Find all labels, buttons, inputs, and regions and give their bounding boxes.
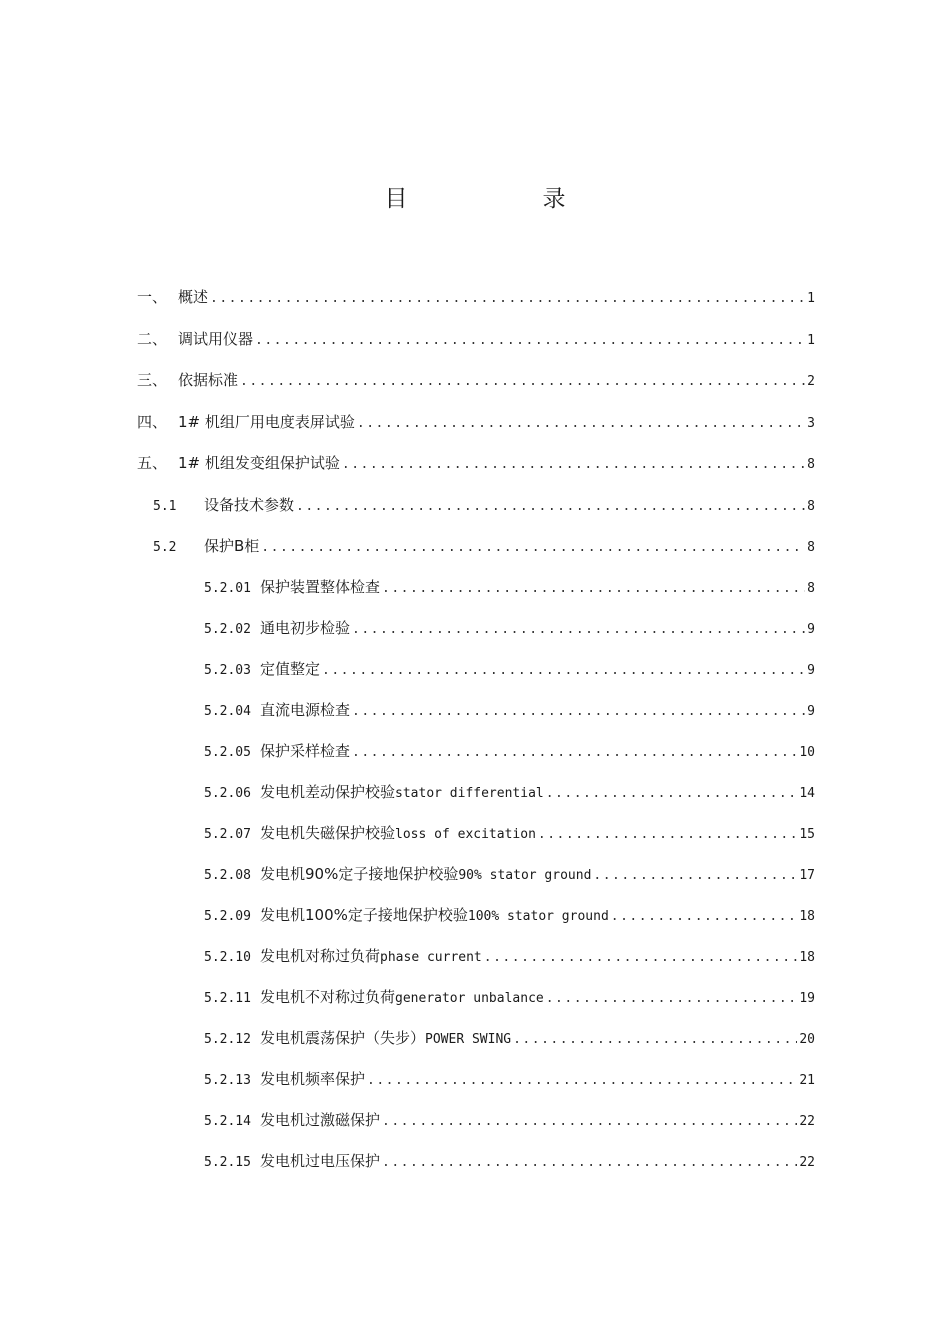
toc-entry-number: 5.2 [153, 540, 177, 555]
toc-entry[interactable] [204, 778, 815, 806]
toc-entry-label: 通电初步检验 [260, 619, 351, 637]
toc-entry-page-number: 8 [807, 581, 815, 596]
toc-dot-leader [484, 944, 798, 972]
toc-entry[interactable] [137, 408, 815, 436]
toc-entry-label: 发电机不对称过负荷 [260, 988, 396, 1006]
toc-entry-page-number: 19 [799, 991, 815, 1006]
toc-entry[interactable] [153, 491, 815, 519]
toc-entry-number: 三、 [137, 371, 168, 389]
toc-entry-number: 5.1 [153, 498, 177, 514]
toc-entry-number: 5.2.14 [204, 1114, 251, 1129]
toc-entry-page-number: 9 [807, 663, 815, 678]
toc-entry-page-number: 18 [799, 950, 815, 965]
toc-entry-page-number: 8 [807, 457, 815, 472]
toc-entry-number: 5.2.11 [204, 991, 251, 1006]
toc-entry-number: 5.2.01 [204, 581, 251, 596]
toc-entry-label: 发电机震荡保护（失步） [260, 1029, 426, 1047]
toc-entry-page-number: 22 [799, 1114, 815, 1129]
toc-dot-leader [296, 493, 805, 521]
toc-entry-label: 发电机频率保护 [260, 1070, 366, 1088]
toc-entry-page-number: 18 [799, 909, 815, 924]
toc-entry-label: 1# 机组厂用电度表屏试验 [178, 412, 355, 431]
toc-dot-leader [357, 410, 805, 438]
toc-entry-english-label: 90% stator ground [458, 868, 592, 883]
toc-entry-label: 保护B柜 [204, 537, 260, 555]
toc-entry-number: 5.2.03 [204, 663, 251, 678]
toc-entry-label: 1# 机组发变组保护试验 [178, 454, 340, 472]
toc-entry[interactable] [204, 696, 815, 724]
toc-entry-number: 5.2.13 [204, 1073, 251, 1088]
toc-entry-english-label: phase current [380, 950, 482, 965]
toc-dot-leader [352, 739, 797, 767]
toc-dot-leader [352, 616, 805, 644]
toc-dot-leader [546, 780, 798, 808]
toc-entry[interactable] [204, 655, 815, 683]
toc-entry-label: 调试用仪器 [178, 329, 254, 348]
toc-entry-number: 一、 [137, 288, 168, 306]
toc-entry-label: 发电机差动保护校验 [260, 783, 396, 801]
toc-entry[interactable] [204, 942, 815, 970]
toc-entry[interactable] [137, 449, 815, 477]
toc-entry[interactable] [204, 1147, 815, 1175]
toc-dot-leader [593, 862, 797, 890]
toc-entry-label: 发电机100%定子接地保护校验 [260, 906, 468, 924]
toc-entry[interactable] [204, 573, 815, 601]
toc-entry-number: 5.2.10 [204, 950, 251, 965]
toc-dot-leader [546, 985, 798, 1013]
toc-dot-leader [513, 1026, 797, 1054]
toc-entry[interactable] [204, 860, 815, 888]
toc-entry-label: 直流电源检查 [260, 701, 351, 719]
toc-entry-number: 5.2.06 [204, 786, 251, 801]
toc-entry-number: 5.2.04 [204, 704, 251, 719]
toc-entry-english-label: stator differential [395, 786, 544, 801]
toc-dot-leader [538, 821, 797, 849]
toc-entry-number: 四、 [137, 412, 168, 431]
toc-entry-label: 发电机90%定子接地保护校验 [260, 865, 459, 883]
toc-dot-leader [261, 534, 805, 562]
toc-entry-english-label: 100% stator ground [467, 909, 609, 924]
toc-entry-label: 依据标准 [178, 371, 239, 389]
toc-entry[interactable] [153, 532, 815, 560]
toc-entry-number: 5.2.07 [204, 827, 251, 842]
toc-entry-label: 概述 [178, 288, 209, 306]
toc-entry[interactable] [204, 1106, 815, 1134]
toc-entry-label: 保护采样检查 [260, 742, 351, 760]
toc-entry-page-number: 3 [807, 415, 815, 431]
toc-entry-page-number: 20 [799, 1032, 815, 1047]
toc-entry-number: 二、 [137, 329, 168, 348]
toc-entry[interactable] [204, 1024, 815, 1052]
toc-entry[interactable] [204, 819, 815, 847]
toc-entry-number: 五、 [137, 454, 168, 472]
toc-entry-page-number: 8 [807, 540, 815, 555]
toc-dot-leader [210, 285, 805, 313]
toc-entry-page-number: 9 [807, 704, 815, 719]
toc-entry-number: 5.2.12 [204, 1032, 251, 1047]
toc-entry[interactable] [204, 901, 815, 929]
toc-entry-label: 保护装置整体检查 [260, 578, 381, 596]
toc-entry-page-number: 8 [807, 498, 815, 514]
toc-dot-leader [367, 1067, 797, 1095]
toc-entry-label: 发电机过激磁保护 [260, 1111, 381, 1129]
toc-entry-page-number: 10 [799, 745, 815, 760]
toc-entry-label: 发电机过电压保护 [260, 1152, 381, 1170]
toc-entry-page-number: 1 [807, 291, 815, 306]
toc-entry[interactable] [204, 614, 815, 642]
toc-dot-leader [382, 575, 805, 603]
toc-entry-label: 设备技术参数 [204, 495, 295, 514]
toc-entry-page-number: 2 [807, 374, 815, 389]
toc-entry[interactable] [137, 325, 815, 353]
toc-entry-english-label: loss of excitation [395, 827, 536, 842]
toc-entry[interactable] [204, 1065, 815, 1093]
toc-entry-label: 发电机失磁保护校验 [260, 824, 396, 842]
toc-dot-leader [611, 903, 798, 931]
page-title: 目 录 [384, 186, 622, 212]
toc-dot-leader [352, 698, 805, 726]
toc-dot-leader [255, 327, 805, 355]
toc-entry-page-number: 17 [799, 868, 815, 883]
toc-entry-number: 5.2.08 [204, 868, 251, 883]
toc-dot-leader [322, 657, 805, 685]
toc-entry[interactable] [137, 283, 815, 311]
toc-entry-number: 5.2.15 [204, 1155, 251, 1170]
toc-dot-leader [342, 451, 805, 479]
toc-entry-page-number: 21 [799, 1073, 815, 1088]
toc-entry-number: 5.2.02 [204, 622, 251, 637]
toc-dot-leader [240, 368, 805, 396]
toc-dot-leader [382, 1149, 797, 1177]
toc-entry-number: 5.2.09 [204, 909, 251, 924]
toc-entry-page-number: 14 [799, 786, 815, 801]
toc-entry-english-label: POWER SWING [425, 1032, 512, 1047]
toc-entry-page-number: 15 [799, 827, 815, 842]
toc-entry-label: 发电机对称过负荷 [260, 947, 381, 965]
toc-entry[interactable] [204, 983, 815, 1011]
toc-entry[interactable] [137, 366, 815, 394]
toc-entry-label: 定值整定 [260, 660, 321, 678]
toc-entry-page-number: 22 [799, 1155, 815, 1170]
toc-entry[interactable] [204, 737, 815, 765]
toc-entry-number: 5.2.05 [204, 745, 251, 760]
toc-entry-page-number: 1 [807, 332, 815, 348]
toc-entry-page-number: 9 [807, 622, 815, 637]
toc-entry-english-label: generator unbalance [395, 991, 544, 1006]
toc-dot-leader [382, 1108, 797, 1136]
